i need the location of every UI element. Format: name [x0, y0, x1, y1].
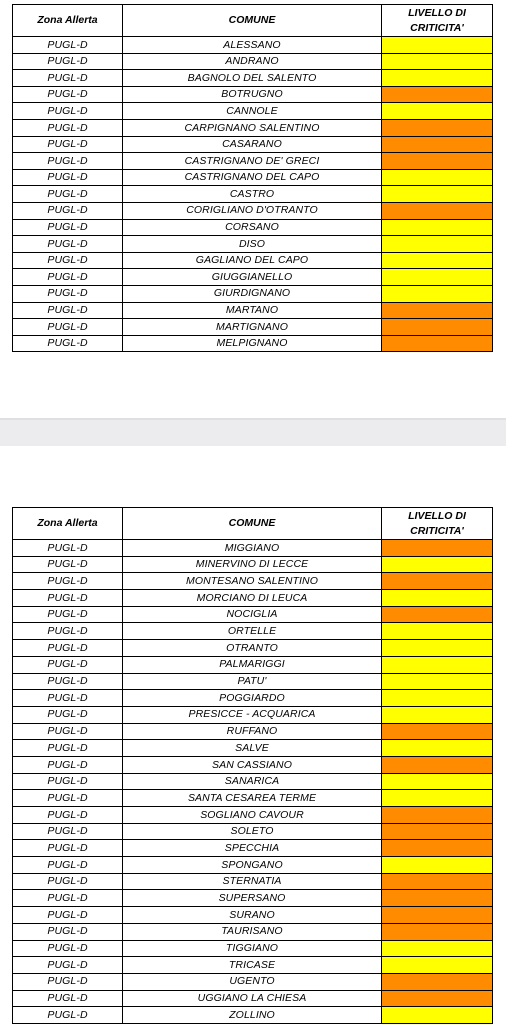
cell-zona-allerta: PUGL-D: [13, 153, 123, 170]
table-row: [13, 623, 493, 640]
cell-comune: MARTANO: [123, 302, 382, 319]
table-row: [13, 136, 493, 153]
cell-livello-yellow: [382, 590, 493, 607]
cell-zona-allerta: PUGL-D: [13, 807, 123, 824]
cell-comune: CASTRO: [123, 186, 382, 203]
table-row: [13, 285, 493, 302]
table-row: [13, 640, 493, 657]
table-row: [13, 857, 493, 874]
cell-comune: SANARICA: [123, 773, 382, 790]
cell-comune: MIGGIANO: [123, 540, 382, 557]
cell-comune: SPECCHIA: [123, 840, 382, 857]
table-row: [13, 119, 493, 136]
cell-comune: POGGIARDO: [123, 690, 382, 707]
cell-zona-allerta: PUGL-D: [13, 86, 123, 103]
cell-livello-yellow: [382, 640, 493, 657]
table-row: [13, 890, 493, 907]
cell-zona-allerta: PUGL-D: [13, 706, 123, 723]
cell-comune: MELPIGNANO: [123, 335, 382, 352]
cell-livello-yellow: [382, 252, 493, 269]
cell-zona-allerta: PUGL-D: [13, 873, 123, 890]
cell-livello-orange: [382, 873, 493, 890]
cell-livello-yellow: [382, 656, 493, 673]
cell-comune: PALMARIGGI: [123, 656, 382, 673]
cell-comune: SURANO: [123, 907, 382, 924]
cell-comune: ORTELLE: [123, 623, 382, 640]
cell-livello-yellow: [382, 940, 493, 957]
header-zona-allerta: Zona Allerta: [13, 508, 123, 540]
table-row: [13, 169, 493, 186]
table-row: [13, 606, 493, 623]
table-row: [13, 673, 493, 690]
cell-livello-orange: [382, 86, 493, 103]
table-row: [13, 590, 493, 607]
cell-zona-allerta: PUGL-D: [13, 673, 123, 690]
cell-zona-allerta: PUGL-D: [13, 302, 123, 319]
cell-comune: MONTESANO SALENTINO: [123, 573, 382, 590]
cell-comune: MORCIANO DI LEUCA: [123, 590, 382, 607]
cell-zona-allerta: PUGL-D: [13, 756, 123, 773]
table-row: [13, 723, 493, 740]
cell-livello-yellow: [382, 103, 493, 120]
cell-livello-yellow: [382, 740, 493, 757]
cell-livello-yellow: [382, 37, 493, 54]
table-row: [13, 269, 493, 286]
cell-livello-orange: [382, 319, 493, 336]
table-row: [13, 656, 493, 673]
table-header-row: [13, 5, 493, 37]
cell-comune: PRESICCE - ACQUARICA: [123, 706, 382, 723]
cell-livello-orange: [382, 823, 493, 840]
cell-comune: ANDRANO: [123, 53, 382, 70]
cell-zona-allerta: PUGL-D: [13, 640, 123, 657]
cell-zona-allerta: PUGL-D: [13, 790, 123, 807]
document-page-1: [0, 0, 506, 418]
table-row: [13, 540, 493, 557]
table-row: [13, 990, 493, 1007]
page-separator: [0, 418, 506, 446]
cell-zona-allerta: PUGL-D: [13, 202, 123, 219]
table-row: [13, 302, 493, 319]
cell-comune: MINERVINO DI LECCE: [123, 556, 382, 573]
cell-livello-orange: [382, 907, 493, 924]
cell-zona-allerta: PUGL-D: [13, 53, 123, 70]
cell-zona-allerta: PUGL-D: [13, 590, 123, 607]
cell-zona-allerta: PUGL-D: [13, 857, 123, 874]
table-row: [13, 840, 493, 857]
cell-zona-allerta: PUGL-D: [13, 136, 123, 153]
cell-comune: UGGIANO LA CHIESA: [123, 990, 382, 1007]
cell-livello-orange: [382, 923, 493, 940]
cell-comune: SOLETO: [123, 823, 382, 840]
cell-livello-yellow: [382, 790, 493, 807]
table-row: [13, 53, 493, 70]
cell-comune: CORSANO: [123, 219, 382, 236]
table-row: [13, 103, 493, 120]
cell-livello-orange: [382, 807, 493, 824]
cell-comune: SALVE: [123, 740, 382, 757]
cell-livello-yellow: [382, 773, 493, 790]
table-row: [13, 873, 493, 890]
header-comune: COMUNE: [123, 508, 382, 540]
cell-zona-allerta: PUGL-D: [13, 119, 123, 136]
cell-livello-orange: [382, 540, 493, 557]
cell-livello-yellow: [382, 957, 493, 974]
cell-comune: SPONGANO: [123, 857, 382, 874]
cell-zona-allerta: PUGL-D: [13, 169, 123, 186]
table-row: [13, 790, 493, 807]
cell-livello-orange: [382, 153, 493, 170]
cell-livello-yellow: [382, 1007, 493, 1024]
table-row: [13, 756, 493, 773]
cell-zona-allerta: PUGL-D: [13, 890, 123, 907]
cell-zona-allerta: PUGL-D: [13, 335, 123, 352]
table-row: [13, 573, 493, 590]
cell-comune: SANTA CESAREA TERME: [123, 790, 382, 807]
document-page-2: [0, 446, 506, 1024]
cell-comune: OTRANTO: [123, 640, 382, 657]
cell-comune: NOCIGLIA: [123, 606, 382, 623]
table-row: [13, 556, 493, 573]
cell-livello-yellow: [382, 219, 493, 236]
cell-comune: GIUGGIANELLO: [123, 269, 382, 286]
cell-comune: CASTRIGNANO DEL CAPO: [123, 169, 382, 186]
cell-livello-yellow: [382, 623, 493, 640]
cell-comune: SAN CASSIANO: [123, 756, 382, 773]
cell-comune: GIURDIGNANO: [123, 285, 382, 302]
cell-livello-yellow: [382, 706, 493, 723]
cell-zona-allerta: PUGL-D: [13, 540, 123, 557]
cell-zona-allerta: PUGL-D: [13, 319, 123, 336]
cell-livello-orange: [382, 990, 493, 1007]
cell-livello-yellow: [382, 269, 493, 286]
cell-comune: RUFFANO: [123, 723, 382, 740]
table-row: [13, 70, 493, 87]
cell-livello-orange: [382, 202, 493, 219]
cell-comune: BAGNOLO DEL SALENTO: [123, 70, 382, 87]
cell-zona-allerta: PUGL-D: [13, 840, 123, 857]
table-row: [13, 690, 493, 707]
cell-livello-yellow: [382, 186, 493, 203]
table-row: [13, 252, 493, 269]
cell-zona-allerta: PUGL-D: [13, 907, 123, 924]
table-row: [13, 37, 493, 54]
table-row: [13, 973, 493, 990]
header-comune: COMUNE: [123, 5, 382, 37]
cell-livello-orange: [382, 573, 493, 590]
cell-comune: GAGLIANO DEL CAPO: [123, 252, 382, 269]
table-row: [13, 1007, 493, 1024]
table-body: [13, 540, 493, 1024]
cell-zona-allerta: PUGL-D: [13, 740, 123, 757]
cell-zona-allerta: PUGL-D: [13, 623, 123, 640]
table-row: [13, 807, 493, 824]
table-body: [13, 37, 493, 352]
table-row: [13, 86, 493, 103]
alert-table-2: [12, 507, 493, 1024]
cell-zona-allerta: PUGL-D: [13, 269, 123, 286]
cell-livello-orange: [382, 890, 493, 907]
table-row: [13, 706, 493, 723]
cell-zona-allerta: PUGL-D: [13, 990, 123, 1007]
cell-livello-yellow: [382, 857, 493, 874]
cell-comune: PATU': [123, 673, 382, 690]
cell-livello-orange: [382, 723, 493, 740]
cell-livello-orange: [382, 973, 493, 990]
cell-comune: STERNATIA: [123, 873, 382, 890]
cell-comune: BOTRUGNO: [123, 86, 382, 103]
cell-zona-allerta: PUGL-D: [13, 37, 123, 54]
table-row: [13, 236, 493, 253]
table-row: [13, 740, 493, 757]
table-row: [13, 957, 493, 974]
table-row: [13, 319, 493, 336]
cell-comune: CASTRIGNANO DE' GRECI: [123, 153, 382, 170]
cell-comune: TRICASE: [123, 957, 382, 974]
table-row: [13, 153, 493, 170]
cell-comune: CANNOLE: [123, 103, 382, 120]
table-row: [13, 219, 493, 236]
cell-zona-allerta: PUGL-D: [13, 973, 123, 990]
table-row: [13, 202, 493, 219]
cell-comune: SOGLIANO CAVOUR: [123, 807, 382, 824]
cell-livello-orange: [382, 119, 493, 136]
cell-comune: CASARANO: [123, 136, 382, 153]
table-row: [13, 823, 493, 840]
cell-comune: CARPIGNANO SALENTINO: [123, 119, 382, 136]
cell-zona-allerta: PUGL-D: [13, 957, 123, 974]
cell-zona-allerta: PUGL-D: [13, 573, 123, 590]
cell-livello-orange: [382, 606, 493, 623]
header-zona-allerta: Zona Allerta: [13, 5, 123, 37]
cell-zona-allerta: PUGL-D: [13, 773, 123, 790]
cell-zona-allerta: PUGL-D: [13, 823, 123, 840]
cell-livello-yellow: [382, 673, 493, 690]
table-row: [13, 940, 493, 957]
table-row: [13, 335, 493, 352]
cell-comune: ZOLLINO: [123, 1007, 382, 1024]
cell-zona-allerta: PUGL-D: [13, 103, 123, 120]
table-row: [13, 773, 493, 790]
cell-livello-orange: [382, 335, 493, 352]
cell-zona-allerta: PUGL-D: [13, 656, 123, 673]
cell-zona-allerta: PUGL-D: [13, 723, 123, 740]
header-livello-criticita: LIVELLO DI CRITICITA': [382, 508, 493, 540]
cell-zona-allerta: PUGL-D: [13, 940, 123, 957]
cell-livello-orange: [382, 302, 493, 319]
cell-comune: TAURISANO: [123, 923, 382, 940]
cell-livello-orange: [382, 756, 493, 773]
table-header-row: [13, 508, 493, 540]
cell-livello-yellow: [382, 169, 493, 186]
cell-zona-allerta: PUGL-D: [13, 70, 123, 87]
cell-livello-yellow: [382, 556, 493, 573]
cell-zona-allerta: PUGL-D: [13, 606, 123, 623]
cell-zona-allerta: PUGL-D: [13, 285, 123, 302]
cell-zona-allerta: PUGL-D: [13, 252, 123, 269]
cell-zona-allerta: PUGL-D: [13, 219, 123, 236]
cell-comune: SUPERSANO: [123, 890, 382, 907]
cell-zona-allerta: PUGL-D: [13, 556, 123, 573]
cell-livello-yellow: [382, 690, 493, 707]
cell-zona-allerta: PUGL-D: [13, 690, 123, 707]
alert-table-1: [12, 4, 493, 352]
cell-zona-allerta: PUGL-D: [13, 236, 123, 253]
cell-comune: DISO: [123, 236, 382, 253]
cell-comune: TIGGIANO: [123, 940, 382, 957]
cell-livello-yellow: [382, 53, 493, 70]
cell-livello-yellow: [382, 70, 493, 87]
cell-zona-allerta: PUGL-D: [13, 1007, 123, 1024]
table-row: [13, 186, 493, 203]
cell-livello-orange: [382, 136, 493, 153]
table-row: [13, 923, 493, 940]
table-row: [13, 907, 493, 924]
header-livello-criticita: LIVELLO DI CRITICITA': [382, 5, 493, 37]
cell-comune: MARTIGNANO: [123, 319, 382, 336]
cell-comune: ALESSANO: [123, 37, 382, 54]
cell-zona-allerta: PUGL-D: [13, 923, 123, 940]
cell-comune: UGENTO: [123, 973, 382, 990]
cell-livello-yellow: [382, 285, 493, 302]
cell-livello-orange: [382, 840, 493, 857]
cell-comune: CORIGLIANO D'OTRANTO: [123, 202, 382, 219]
cell-livello-yellow: [382, 236, 493, 253]
cell-zona-allerta: PUGL-D: [13, 186, 123, 203]
